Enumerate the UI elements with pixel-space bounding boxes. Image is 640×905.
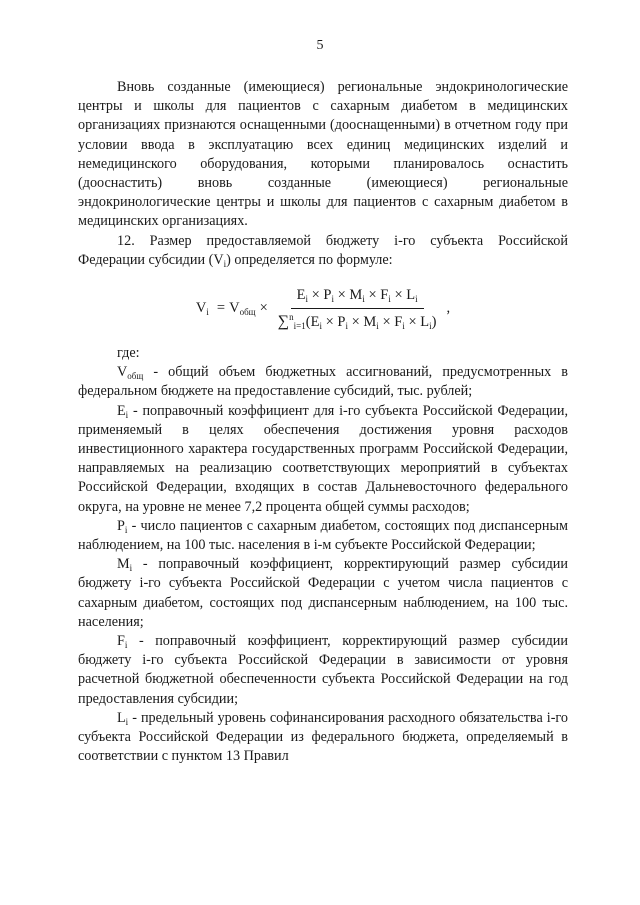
paragraph-12-text-b: ) определяется по формуле: xyxy=(226,251,393,268)
definition-e: $E_i$ - поправочный коэффициент для i-го субъекта Российской Федерации, применяемый в целях обеспечения достижения уровня расходов инвестиционного характера государственных программ Российской Федерации, направляемых на реализацию соответствующих мероприятий в субъектах Российской Федерации, входящих в состав Дальневосточного федерального округа, на уровне не менее 7,2 процента общей суммы расходов; xyxy=(78,402,568,515)
formula xyxy=(78,274,568,344)
paragraph-12-var: V xyxy=(213,251,224,268)
formula-fraction xyxy=(272,286,443,332)
definition-v-total: $V_{общ}$ - общий объем бюджетных ассигнований, предусмотренных в федеральном бюджете на предоставление субсидий, тыс. рублей; xyxy=(78,364,568,400)
formula-trailing-comma: , xyxy=(446,300,451,317)
formula-denominator: $\sum^n_{i=1}(E_i \times P_i \times M_i \times F_i \times L_i)$ xyxy=(277,312,437,332)
page-number: 5 xyxy=(316,38,324,53)
formula-times: × xyxy=(259,300,268,317)
definition-m: $M_i$ - поправочный коэффициент, корректирующий размер субсидии бюджету i-го субъекта Российской Федерации с учетом числа пациентов с сахарным диабетом, состоящих под диспансерным наблюдением, на 100 тыс. населения; xyxy=(78,556,568,630)
definition-l: $L_i$ - предельный уровень софинансирования расходного обязательства i-го субъекта Российской Федерации из федерального бюджета, определяемый в соответствии с пунктом 13 Правил xyxy=(78,709,568,765)
intro-paragraph: Вновь созданные (имеющиеся) региональные эндокринологические центры и школы для пациентов с сахарным диабетом в медицинских организациях признаются оснащенными (дооснащенными) в отчетном году при условии ввода в эксплуатацию всех единиц медицинских изделий и немедицинского оборудования, которыми планировалось оснастить (дооснастить) вновь созданные (имеющиеся) региональные эндокринологические центры и школы для пациентов с сахарным диабетом в медицинских организациях. xyxy=(78,79,568,230)
definition-p: $P_i$ - число пациентов с сахарным диабетом, состоящих под диспансерным наблюдением, на 100 тыс. населения в i-м субъекте Российской Федерации; xyxy=(78,517,568,554)
formula-total: $V_{общ}$ xyxy=(229,300,256,318)
where-label: где: xyxy=(117,345,140,362)
paragraph-12 xyxy=(78,232,568,270)
document-body xyxy=(78,78,568,767)
formula-numerator: $E_i \times P_i \times M_i \times F_i \times L_i$ xyxy=(291,286,424,309)
formula-equals: = xyxy=(216,300,226,317)
definition-f: $F_i$ - поправочный коэффициент, корректирующий размер субсидии бюджету i-го субъекта Российской Федерации в зависимости от уровня расчетной бюджетной обеспеченности субъекта Российской Федерации на год предоставления субсидии; xyxy=(78,633,568,707)
paragraph-12-text-a: 12. Размер предоставляемой бюджету i-го субъекта Российской Федерации субсидии ( xyxy=(78,232,568,268)
paragraph-12-var-sub: i xyxy=(223,258,227,269)
formula-lhs: $V_i$ xyxy=(195,300,209,318)
